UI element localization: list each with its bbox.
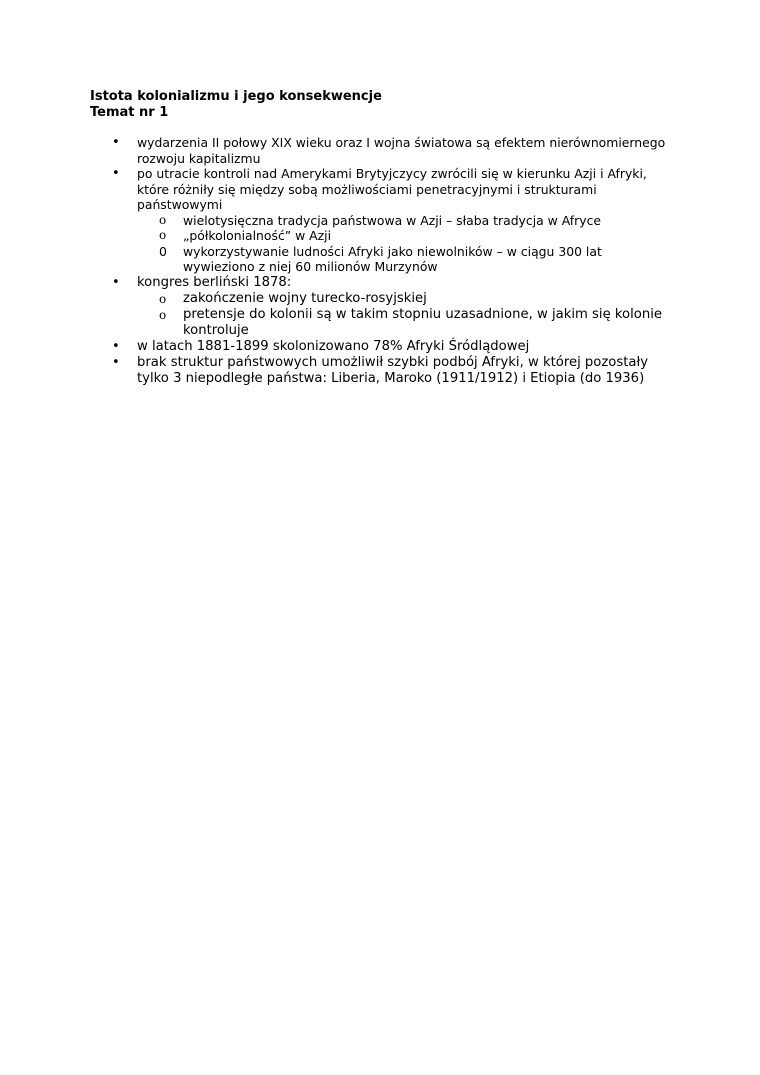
- sub-list-item: [137, 291, 677, 307]
- sub-list-item: [137, 307, 677, 339]
- sub-list-item-text: „półkolonialność” w Azji: [183, 228, 332, 243]
- document-subtitle: Temat nr 1: [90, 105, 169, 120]
- list-item: [0, 355, 677, 387]
- list-item: [0, 339, 677, 355]
- bullet-icon: •: [112, 274, 120, 290]
- sub-list: [137, 213, 677, 275]
- sub-list-item: [137, 244, 677, 275]
- list-item-text: brak struktur państwowych umożliwił szybki podbój Afryki, w której pozostały tylko 3 niepodległe państwa: Liberia, Maroko (1911/1912) i Etiopia (do 1936): [137, 354, 649, 386]
- list-item-text: wydarzenia II połowy XIX wieku oraz I wojna światowa są efektem nierównomiernego rozwoju kapitalizmu: [137, 135, 666, 166]
- sub-bullet-icon: o: [159, 307, 167, 322]
- bullet-icon: •: [112, 338, 120, 354]
- sub-list-item-text: wielotysięczna tradycja państwowa w Azji – słaba tradycja w Afryce: [183, 212, 602, 228]
- list-item: [0, 135, 677, 166]
- list-item-text: po utracie kontroli nad Amerykami Brytyjczycy zwrócili się w kierunku Azji i Afryki, które różniły się między sobą możliwościami penetracyjnymi i strukturami państwowymi: [137, 166, 647, 212]
- sub-bullet-icon: o: [159, 212, 167, 227]
- sub-bullet-icon: o: [159, 291, 167, 306]
- bullet-icon: •: [112, 166, 120, 181]
- sub-bullet-icon: 0: [159, 243, 167, 259]
- sub-bullet-icon: o: [159, 228, 167, 242]
- bullet-icon: •: [112, 135, 120, 150]
- sub-list-item: [137, 213, 677, 229]
- bullet-list: [0, 135, 760, 387]
- sub-list-item-text: wykorzystywanie ludności Afryki jako niewolników – w ciągu 300 lat wywieziono z niej 60 milionów Murzynów: [183, 243, 602, 274]
- list-item: [0, 166, 677, 275]
- sub-list-item-text: zakończenie wojny turecko-rosyjskiej: [183, 290, 427, 306]
- bullet-icon: •: [112, 354, 120, 370]
- list-item-text: kongres berliński 1878:: [137, 274, 292, 290]
- document-title: Istota kolonializmu i jego konsekwencje: [90, 89, 382, 104]
- sub-list: [137, 291, 677, 339]
- sub-list-item: [137, 228, 677, 244]
- list-item-text: w latach 1881-1899 skolonizowano 78% Afryki Śródlądowej: [137, 338, 530, 354]
- list-item: [0, 275, 677, 339]
- sub-list-item-text: pretensje do kolonii są w takim stopniu uzasadnione, w jakim się kolonie kontroluje: [183, 306, 662, 338]
